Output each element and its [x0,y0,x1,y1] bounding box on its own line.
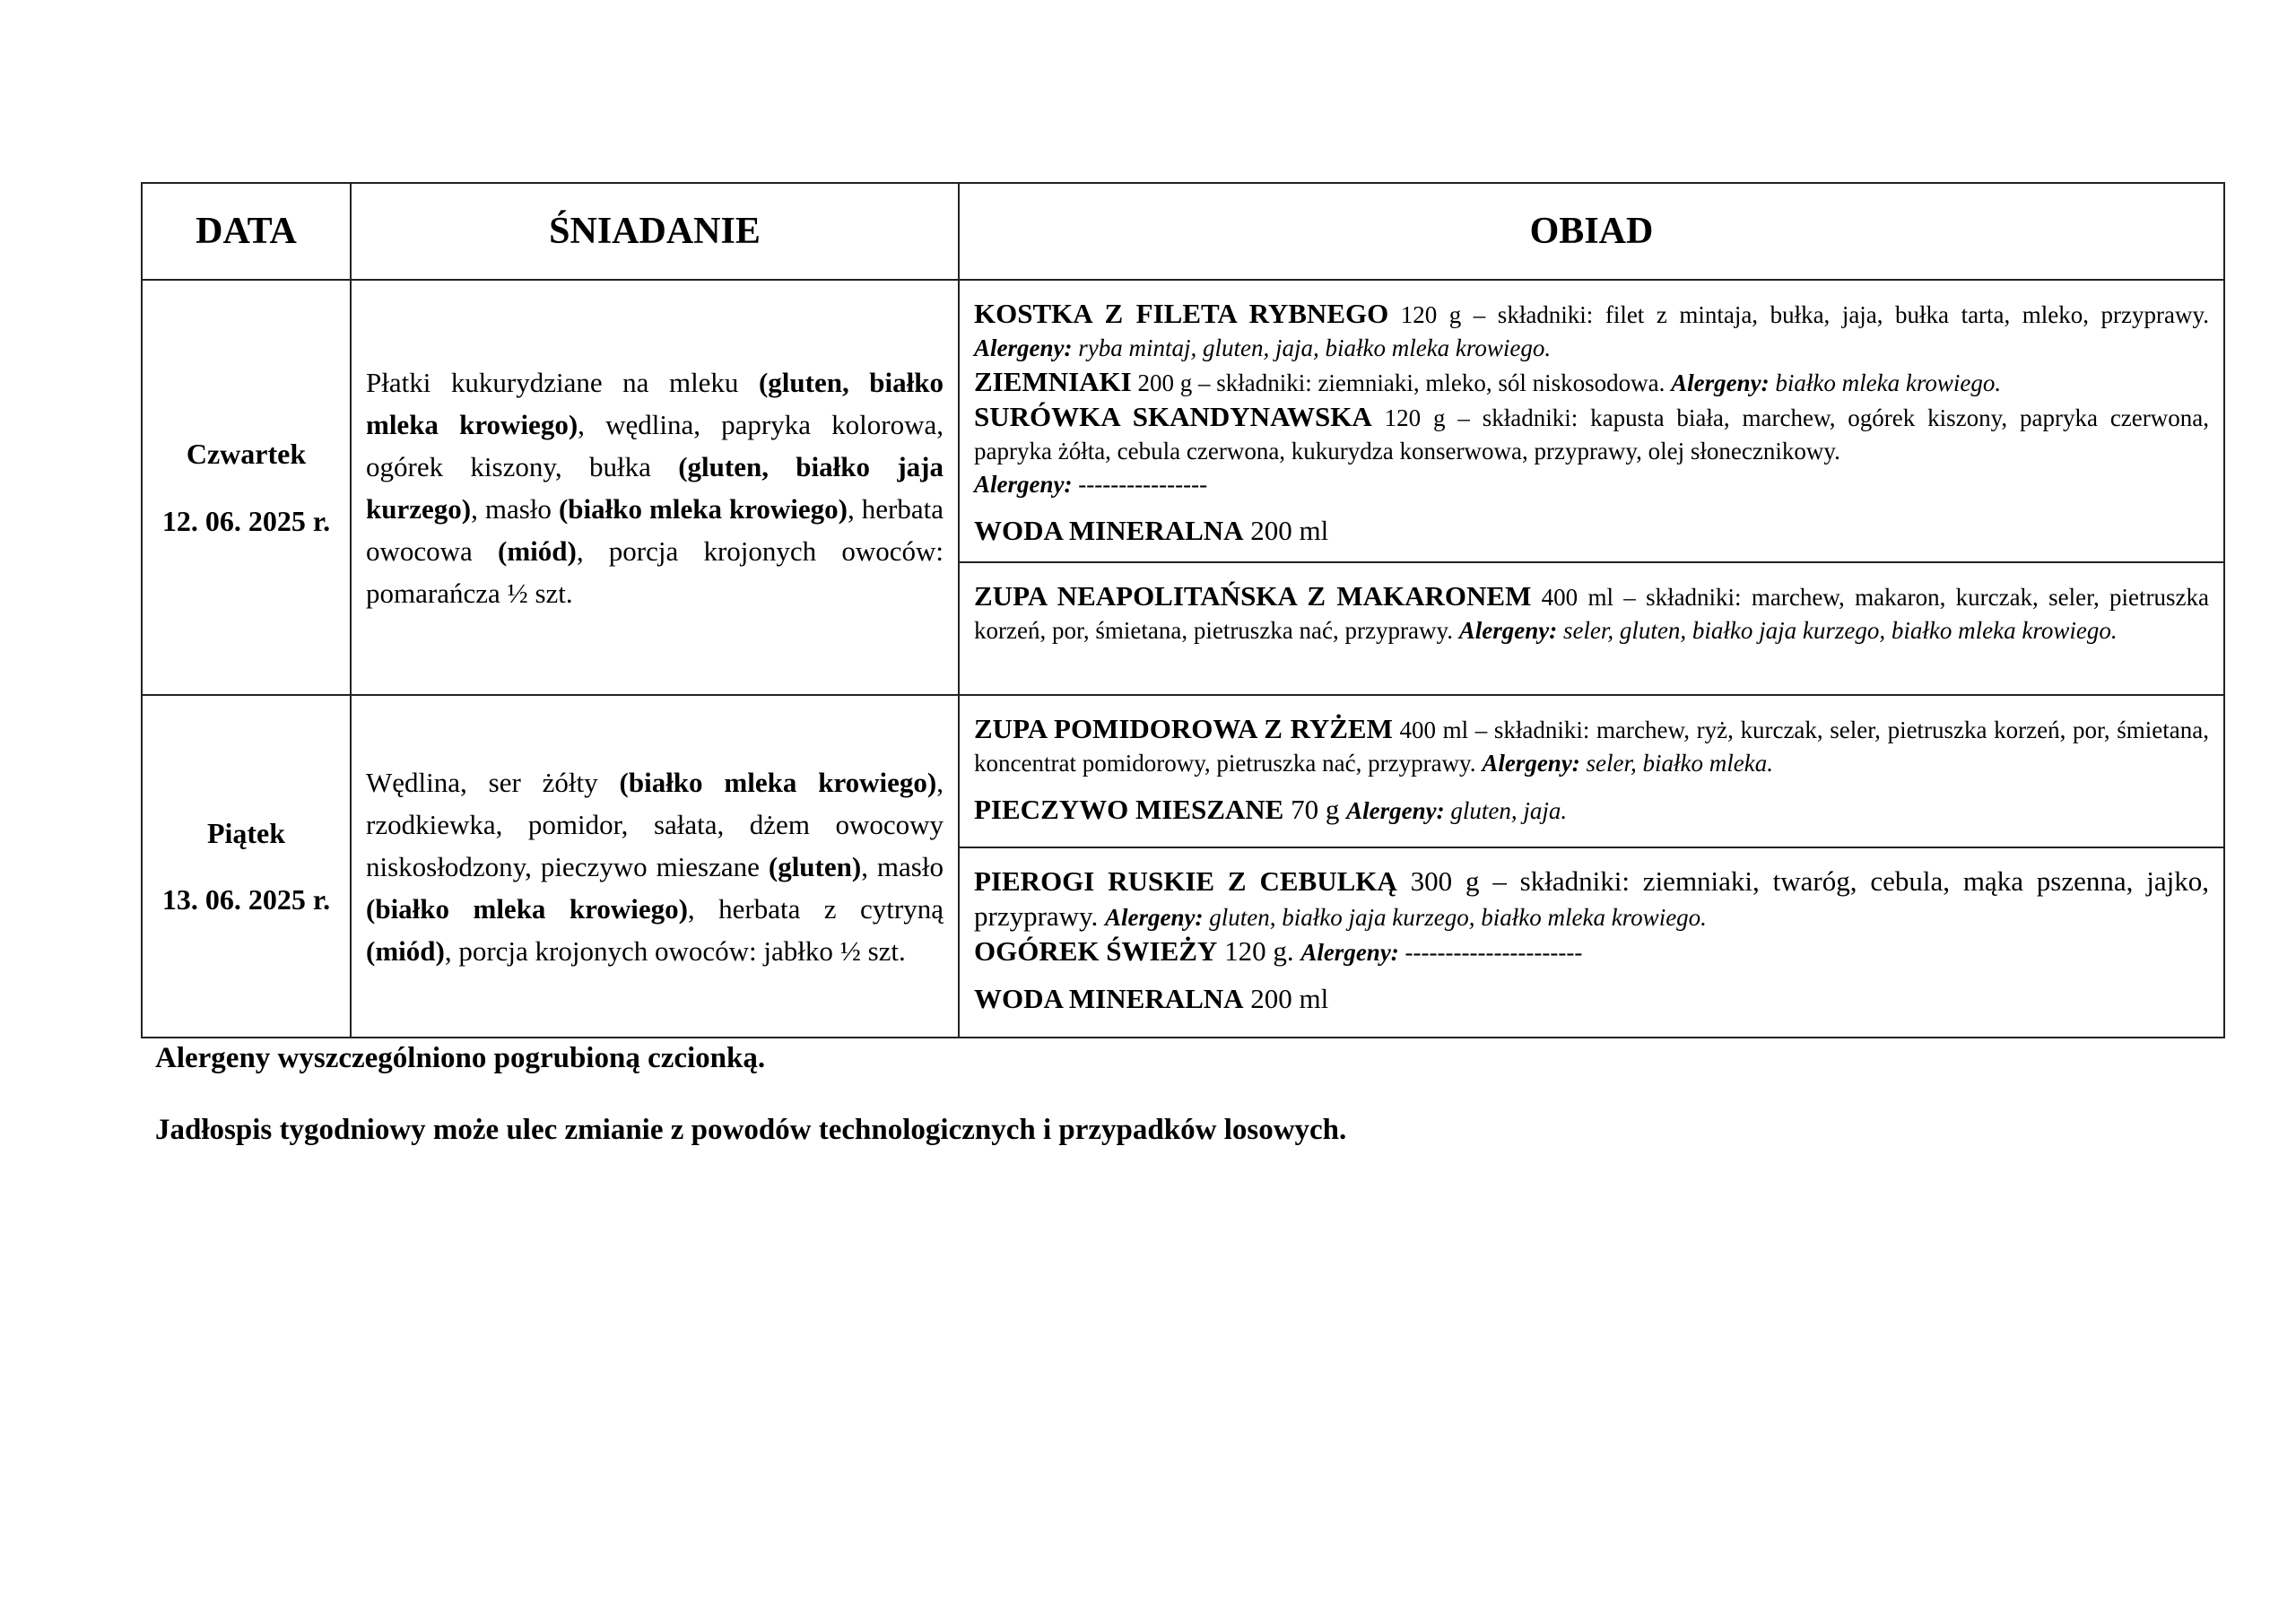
bf-text: , porcja krojonych owoców: pomarańcza ½ szt. [366,534,944,609]
dish-entry [974,793,2209,828]
bf-allergen: (białko mleka krowiego) [558,492,848,525]
allergens-label: Alergeny: [1671,369,1770,396]
dish-details: 200 ml [1243,983,1329,1014]
menu-change-note: Jadłospis tygodniowy może ulec zmianie z powodów technologicznych i przypadków losowych. [155,1114,1347,1146]
allergens-label: Alergeny: [974,334,1073,361]
thursday-lunch-main-cell [959,280,2224,562]
dish-entry [974,864,2209,934]
header-breakfast: ŚNIADANIE [351,183,959,280]
allergens-label: Alergeny: [1346,797,1445,824]
bf-text: Płatki kukurydziane na mleku [366,366,759,398]
bf-text: , wędlina, papryka kolorowa, ogórek kiszony, bułka [366,408,944,482]
header-date: DATA [142,183,351,280]
header-lunch: OBIAD [959,183,2224,280]
allergens-list: ---------------------- [1398,939,1583,966]
dish-name: ZUPA NEAPOLITAŃSKA Z MAKARONEM [974,580,1532,612]
allergens-list: seler, białko mleka. [1579,750,1773,777]
dish-entry [974,400,2209,501]
dish-details: 400 ml – składniki: marchew, ryż, kurczak, seler, pietruszka korzeń, por, śmietana, koncentrat pomidorowy, pietruszka nać, przyprawy. [974,716,2210,777]
dish-entry [974,579,2209,647]
bf-text: , masło [471,492,559,525]
dish-entry [974,297,2209,365]
dish-name: PIEROGI RUSKIE Z CEBULKĄ [974,865,1397,897]
dish-details: 200 g – składniki: ziemniaki, mleko, sól niskosodowa. [1131,369,1672,396]
bf-allergen: (białko mleka krowiego) [619,766,937,798]
bf-allergen: (gluten, białko jaja kurzego) [366,450,944,525]
dish-entry [974,514,2209,549]
dish-entry [974,365,2209,400]
dish-details: 120 g. [1217,935,1301,967]
allergens-list: białko mleka krowiego. [1769,369,2002,396]
weekly-menu-table [141,182,2225,1038]
dish-name: ZUPA POMIDOROWA Z RYŻEM [974,713,1393,744]
allergens-label: Alergeny: [974,471,1073,498]
friday-date-cell [142,695,351,1038]
bf-text: , herbata z cytryną [687,892,944,925]
friday-row-soup [142,695,2224,847]
bf-allergen: (miód) [366,934,445,967]
bf-allergen: (białko mleka krowiego) [366,892,688,925]
allergens-list: gluten, jaja. [1444,797,1568,824]
dish-name: PIECZYWO MIESZANE [974,794,1284,825]
allergens-label: Alergeny: [1105,904,1204,931]
thursday-date: 12. 06. 2025 r. [161,504,331,537]
friday-date: 13. 06. 2025 r. [161,883,331,916]
dish-details: 400 ml – składniki: marchew, makaron, kurczak, seler, pietruszka korzeń, por, śmietana, pietruszka nać, przyprawy. [974,584,2209,644]
bf-text: , masło [861,850,944,882]
dish-name: OGÓREK ŚWIEŻY [974,935,1218,967]
dish-name: WODA MINERALNA [974,983,1244,1014]
allergens-note: Alergeny wyszczególniono pogrubioną czcionką. [155,1042,766,1074]
bf-allergen: (gluten) [768,850,862,882]
bf-allergen: (gluten, białko mleka krowiego) [366,366,944,440]
dish-details: 120 g – składniki: kapusta biała, marchew, ogórek kiszony, papryka czerwona, papryka żółta, cebula czerwona, kukurydza konserwowa, przyprawy, olej słonecznikowy. [974,404,2209,465]
bf-allergen: (miód) [498,534,577,567]
dish-details: 200 ml [1243,515,1329,546]
allergens-label: Alergeny: [1458,617,1558,644]
dish-details: 300 g – składniki: ziemniaki, twaróg, cebula, mąka pszenna, jajko, przyprawy. [974,865,2209,932]
friday-lunch-main-cell [959,847,2224,1038]
bf-text: , porcja krojonych owoców: jabłko ½ szt. [444,934,906,967]
allergens-label: Alergeny: [1482,750,1580,777]
dish-name: WODA MINERALNA [974,515,1244,546]
allergens-list: gluten, białko jaja kurzego, białko mleka krowiego. [1203,904,1707,931]
allergens-list: seler, gluten, białko jaja kurzego, białko mleka krowiego. [1557,617,2118,644]
dish-name: KOSTKA Z FILETA RYBNEGO [974,298,1389,329]
bf-text: , rzodkiewka, pomidor, sałata, dżem owocowy niskosłodzony, pieczywo mieszane [366,766,944,882]
thursday-date-cell [142,280,351,695]
dish-details: 70 g [1283,794,1347,825]
friday-breakfast-cell [351,695,959,1038]
bf-text: Wędlina, ser żółty [366,766,620,798]
dish-name: SURÓWKA SKANDYNAWSKA [974,401,1372,432]
friday-day: Piątek [206,816,286,849]
dish-name: ZIEMNIAKI [974,366,1132,397]
allergens-list: ryba mintaj, gluten, jaja, białko mleka krowiego. [1072,334,1552,361]
friday-lunch-soup-cell [959,695,2224,847]
allergens-list: ---------------- [1072,471,1208,498]
thursday-day: Czwartek [186,438,307,471]
thursday-breakfast-cell [351,280,959,695]
dish-entry [974,982,2209,1017]
dish-details: 120 g – składniki: filet z mintaja, bułka, jaja, bułka tarta, mleko, przyprawy. [1388,301,2209,328]
table-header-row [142,183,2224,280]
bf-text: , herbata owocowa [366,492,944,567]
dish-entry [974,934,2209,969]
allergens-label: Alergeny: [1300,939,1399,966]
thursday-row-main [142,280,2224,562]
thursday-lunch-soup-cell [959,562,2224,695]
dish-entry [974,712,2209,780]
